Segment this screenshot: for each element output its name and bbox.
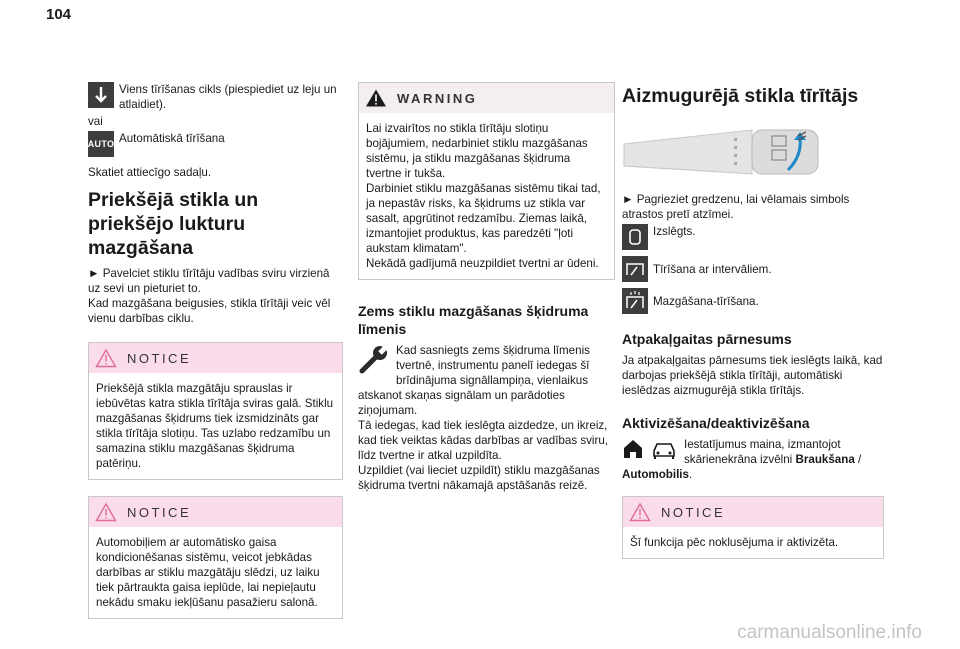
notice-text-2: Automobiļiem ar automātisko gaisa kondicionēšanas sistēmu, veicot jebkādas darbības ar stiklu mazgātāju slēdzi, uz laiku tiek pārtraukta gaisa ieplūde, lai nepieļautu nekādu smaku iekļūšanu pasažieru salonā. [96,536,320,609]
rear-wash-wipe-icon [622,288,648,314]
after-wash-text: Kad mazgāšana beigusies, stikla tīrītāji veic vēl vienu darbības ciklu. [88,297,331,325]
wash-wipe-row [622,288,884,314]
low-fluid-text-2: Tā iedegas, kad tiek ieslēgta aizdedze, un ikreiz, kad tiek veiktas kādas darbības ar vadības sviru, līdz tvertne ir atkal uzpildīta. [358,419,609,462]
warning-text-1: Lai izvairītos no stikla tīrītāju slotiņu bojājumiem, nedarbiniet stiklu mazgāšanas sistēmu, ja stiklu mazgāšanas šķidruma tvertne ir tukša. [366,122,588,180]
notice-header-2 [89,497,342,527]
warning-text-3: Nekādā gadījumā neuzpildiet tvertni ar ūdeni. [366,257,599,270]
menu-separator: / [858,453,862,466]
activation-heading: Aktivizēšana/deaktivizēšana [622,415,810,431]
wash-wipe-text: Mazgāšana-tīrīšana. [653,295,759,308]
activation-block [622,437,884,482]
notice-title-2: NOTICE [127,504,192,520]
auto-row [88,131,343,157]
or-text: vai [88,115,103,128]
notice-box-2 [88,496,343,619]
reverse-heading: Atpakaļgaitas pārnesums [622,331,792,347]
end-dot: . [688,468,693,481]
turn-ring-text: ► Pagrieziet gredzenu, lai vēlamais simbols atrastos pretī atzīmei. [622,193,850,221]
intermittent-row [622,256,884,282]
notice-triangle-icon [95,348,117,368]
low-fluid-text-1: Kad sasniegts zems šķidruma līmenis tvertnē, instrumentu panelī iedegas šī brīdinājuma signāllampiņa, vienlaikus atskanot skaņas signālam un parādoties ziņojumam. [358,344,590,417]
front-wash-heading: Priekšējā stikla un priekšējo lukturu mazgāšana [88,189,259,259]
warning-text-2: Darbiniet stiklu mazgāšanas sistēmu tikai tad, ja nepastāv risks, ka šķidrums uz stikla var sasalt, apgrūtinot redzamību. Ziemas laikā, izmantojiet produktus, kas paredzēti "ļoti aukstam klimatam". [366,182,601,255]
watermark: carmanualsonline.info [737,622,922,643]
menu-driving: Braukšana [795,453,855,466]
home-icon [622,437,644,461]
single-cycle-row [88,82,343,112]
column-right [622,82,884,559]
warning-triangle-icon [365,88,387,108]
rear-wiper-lever-illustration [622,116,822,186]
car-icon [650,437,678,461]
rear-wiper-off-icon [622,224,648,250]
reverse-text: Ja atpakaļgaitas pārnesums tiek ieslēgts laikā, kad darbojas priekšējā stikla tīrītāji, automātiski ieslēdzas aizmugurējā stikla tīrītājs. [622,354,883,397]
auto-badge-label: AUTO [87,138,115,149]
page-number: 104 [46,6,72,23]
warning-box [358,82,615,280]
low-fluid-heading: Zems stiklu mazgāšanas šķidruma līmenis [358,303,589,337]
notice-text-3: Šī funkcija pēc noklusējuma ir aktivizēta. [630,536,839,549]
low-fluid-text-3: Uzpildiet (vai lieciet uzpildīt) stiklu mazgāšanas šķidruma tvertni nākamajā apstāšanās reizē. [358,464,600,492]
low-fluid-block [358,343,615,493]
notice-box-1 [88,342,343,480]
notice-header-1 [89,343,342,373]
rear-wiper-intermittent-icon [622,256,648,282]
column-left [88,82,343,619]
auto-clean-text: Automātiskā tīrīšana [119,132,225,145]
off-text: Izslēgts. [653,225,696,238]
rear-wiper-heading: Aizmugurējā stikla tīrītājs [622,85,859,107]
menu-vehicle: Automobilis [622,468,689,481]
warning-title: WARNING [397,90,478,106]
notice-title-3: NOTICE [661,504,726,520]
intermittent-text: Tīrīšana ar intervāliem. [653,263,772,276]
auto-icon [88,131,114,157]
notice-title-1: NOTICE [127,350,192,366]
off-row [622,224,884,250]
pull-lever-text: ► Pavelciet stiklu tīrītāju vadības sviru virzienā uz sevi un pieturiet to. [88,267,330,295]
activation-text-main: Iestatījumus maina, izmantojot skārienekrāna izvēlni [684,438,841,466]
notice-triangle-icon [95,502,117,522]
single-cycle-text: Viens tīrīšanas cikls (piespiediet uz leju un atlaidiet). [119,83,337,111]
arrow-down-icon [88,82,114,108]
notice-box-3 [622,496,884,559]
notice-header-3 [623,497,883,527]
notice-text-1: Priekšējā stikla mazgātāju sprauslas ir iebūvētas katra stikla tīrītāja sviras galā. Stiklu mazgāšanas šķidrums tiek izsmidzināts gar stikla tīrītāja slotiņu. Tas uzlabo redzamību un samazina stiklu mazgāšanas šķidruma patēriņu. [96,382,334,470]
see-section-text: Skatiet attiecīgo sadaļu. [88,166,212,179]
wrench-icon [358,343,392,375]
activation-icons [622,437,678,461]
notice-triangle-icon [629,502,651,522]
warning-header [359,83,614,113]
column-middle [358,82,615,493]
